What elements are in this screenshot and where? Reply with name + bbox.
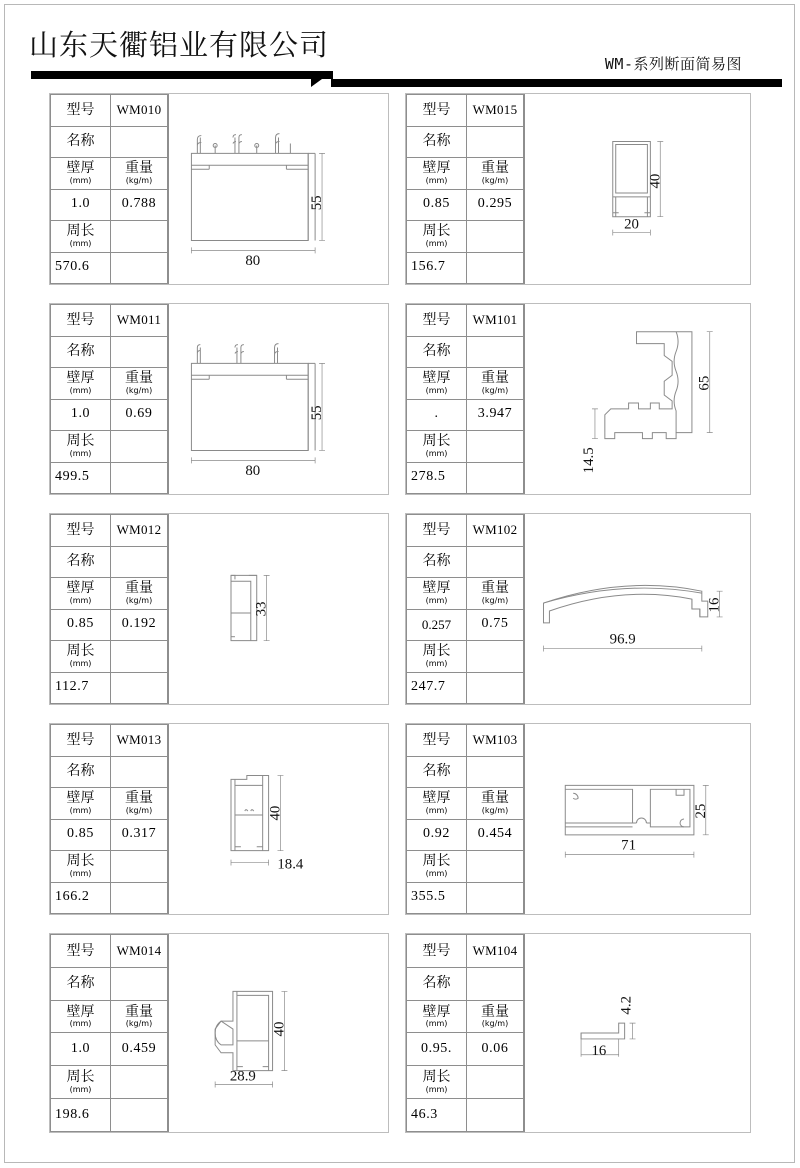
value-weight: 3.947 — [467, 399, 524, 431]
label-thickness: 壁厚 (mm) — [407, 158, 467, 190]
table-row — [51, 399, 168, 431]
profile-card-wm014[interactable] — [49, 933, 389, 1133]
unit-mm: (mm) — [69, 239, 92, 249]
blank-cell — [467, 882, 524, 914]
blank-cell — [111, 431, 168, 463]
unit-mm: (mm) — [425, 1019, 448, 1029]
value-perimeter: 46.3 — [407, 1099, 467, 1132]
series-title: WM-系列断面简易图 — [604, 55, 742, 73]
label-perimeter: 周长 (mm) — [407, 641, 467, 673]
table-row — [51, 95, 168, 127]
dim-height: 65 — [696, 375, 713, 391]
table-row — [407, 431, 524, 463]
spec-table — [406, 304, 524, 494]
drawing-sheet — [4, 4, 795, 1163]
table-row — [51, 189, 168, 221]
dim-width: 71 — [621, 837, 637, 854]
table-row — [51, 336, 168, 368]
unit-mm: (mm) — [425, 806, 448, 816]
value-model: WM013 — [111, 725, 168, 757]
unit-mm: (mm) — [69, 596, 92, 606]
dim-height: 33 — [253, 601, 270, 617]
label-model: 型号 — [407, 935, 467, 968]
table-row — [407, 935, 524, 968]
profile-card-wm103[interactable] — [405, 723, 751, 915]
value-perimeter: 198.6 — [51, 1099, 111, 1132]
label-perimeter: 周长 (mm) — [51, 641, 111, 673]
profile-drawing-wm015 — [524, 94, 750, 284]
unit-kgm: (kg/m) — [481, 176, 509, 186]
table-row — [51, 819, 168, 851]
blank-cell — [467, 252, 524, 284]
value-perimeter: 355.5 — [407, 882, 467, 914]
unit-mm: (mm) — [69, 176, 92, 186]
table-row — [407, 851, 524, 883]
label-perimeter: 周长 (mm) — [51, 851, 111, 883]
value-weight: 0.317 — [111, 819, 168, 851]
table-row — [51, 431, 168, 463]
value-weight: 0.454 — [467, 819, 524, 851]
label-weight: 重量 (kg/m) — [111, 578, 168, 610]
label-name: 名称 — [407, 546, 467, 578]
blank-cell — [111, 1066, 168, 1099]
label-perimeter: 周长 (mm) — [407, 431, 467, 463]
value-thickness: . — [407, 399, 467, 431]
label-model: 型号 — [407, 305, 467, 337]
unit-kgm: (kg/m) — [481, 806, 509, 816]
value-model: WM010 — [111, 95, 168, 127]
label-thickness: 壁厚 (mm) — [407, 788, 467, 820]
table-row — [407, 788, 524, 820]
value-name — [111, 756, 168, 788]
value-weight: 0.295 — [467, 189, 524, 221]
unit-mm: (mm) — [69, 806, 92, 816]
value-thickness: 0.257 — [407, 609, 467, 641]
table-row — [407, 252, 524, 284]
value-model: WM012 — [111, 515, 168, 547]
table-row — [407, 546, 524, 578]
unit-mm: (mm) — [425, 176, 448, 186]
label-weight: 重量 (kg/m) — [467, 788, 524, 820]
label-perimeter: 周长 (mm) — [407, 851, 467, 883]
blank-cell — [111, 882, 168, 914]
label-model: 型号 — [51, 935, 111, 968]
value-model: WM101 — [467, 305, 524, 337]
profile-card-wm010[interactable] — [49, 93, 389, 285]
table-row — [51, 221, 168, 253]
table-row — [51, 935, 168, 968]
label-perimeter: 周长 (mm) — [51, 221, 111, 253]
value-thickness: 0.85 — [51, 819, 111, 851]
label-weight: 重量 (kg/m) — [467, 158, 524, 190]
dim-width: 80 — [245, 253, 261, 270]
label-weight: 重量 (kg/m) — [467, 578, 524, 610]
unit-kgm: (kg/m) — [125, 176, 153, 186]
table-row — [407, 1099, 524, 1132]
spec-table — [50, 724, 168, 914]
blank-cell — [467, 672, 524, 704]
label-perimeter: 周长 (mm) — [407, 221, 467, 253]
profile-drawing-wm014 — [168, 934, 388, 1132]
profile-card-wm101[interactable] — [405, 303, 751, 495]
header-rule-left — [31, 71, 315, 79]
value-name — [111, 336, 168, 368]
label-model: 型号 — [407, 515, 467, 547]
unit-mm: (mm) — [69, 386, 92, 396]
profile-drawing-wm104 — [524, 934, 750, 1132]
value-thickness: 0.85 — [51, 609, 111, 641]
value-perimeter: 278.5 — [407, 462, 467, 494]
table-row — [407, 462, 524, 494]
dim-width: 18.4 — [277, 856, 304, 873]
value-name — [467, 336, 524, 368]
label-name: 名称 — [407, 967, 467, 1000]
spec-table — [50, 514, 168, 704]
table-row — [51, 788, 168, 820]
value-weight: 0.459 — [111, 1033, 168, 1066]
label-thickness: 壁厚 (mm) — [407, 578, 467, 610]
table-row — [51, 252, 168, 284]
label-model: 型号 — [51, 515, 111, 547]
dim-height: 16 — [706, 597, 723, 613]
unit-kgm: (kg/m) — [481, 596, 509, 606]
label-weight: 重量 (kg/m) — [111, 158, 168, 190]
dim-height: 25 — [692, 803, 709, 819]
unit-kgm: (kg/m) — [481, 1019, 509, 1029]
table-row — [51, 725, 168, 757]
company-name: 山东天衢铝业有限公司 — [29, 28, 330, 62]
dim-height: 4.2 — [618, 995, 635, 1015]
label-model: 型号 — [407, 95, 467, 127]
value-thickness: 1.0 — [51, 1033, 111, 1066]
table-row — [51, 609, 168, 641]
profile-drawing-wm010 — [168, 94, 388, 284]
label-thickness: 壁厚 (mm) — [51, 1000, 111, 1033]
blank-cell — [111, 641, 168, 673]
profile-drawing-wm012 — [168, 514, 388, 704]
table-row — [51, 462, 168, 494]
value-weight: 0.06 — [467, 1033, 524, 1066]
label-name: 名称 — [407, 126, 467, 158]
table-row — [51, 1099, 168, 1132]
table-row — [407, 368, 524, 400]
label-thickness: 壁厚 (mm) — [407, 368, 467, 400]
dim-width: 14.5 — [580, 447, 597, 474]
blank-cell — [467, 431, 524, 463]
table-row — [407, 756, 524, 788]
label-perimeter: 周长 (mm) — [51, 431, 111, 463]
table-row — [407, 725, 524, 757]
blank-cell — [467, 851, 524, 883]
spec-table — [50, 304, 168, 494]
label-thickness: 壁厚 (mm) — [51, 788, 111, 820]
profile-drawing-wm102 — [524, 514, 750, 704]
value-thickness: 1.0 — [51, 399, 111, 431]
label-name: 名称 — [407, 336, 467, 368]
value-thickness: 0.95. — [407, 1033, 467, 1066]
unit-kgm: (kg/m) — [125, 596, 153, 606]
value-weight: 0.192 — [111, 609, 168, 641]
profile-card-wm011[interactable] — [49, 303, 389, 495]
table-row — [51, 672, 168, 704]
table-row — [51, 882, 168, 914]
table-row — [51, 305, 168, 337]
table-row — [51, 368, 168, 400]
value-model: WM104 — [467, 935, 524, 968]
unit-mm: (mm) — [425, 1085, 448, 1095]
table-row — [407, 882, 524, 914]
unit-kgm: (kg/m) — [125, 1019, 153, 1029]
table-row — [51, 851, 168, 883]
table-row — [407, 515, 524, 547]
label-thickness: 壁厚 (mm) — [51, 368, 111, 400]
table-row — [51, 1066, 168, 1099]
label-model: 型号 — [407, 725, 467, 757]
table-row — [51, 1000, 168, 1033]
value-model: WM014 — [111, 935, 168, 968]
sheet-header — [5, 5, 794, 89]
unit-mm: (mm) — [69, 449, 92, 459]
table-row — [407, 305, 524, 337]
value-weight: 0.75 — [467, 609, 524, 641]
unit-mm: (mm) — [425, 386, 448, 396]
table-row — [407, 399, 524, 431]
dim-width: 96.9 — [609, 631, 636, 648]
value-perimeter: 570.6 — [51, 252, 111, 284]
unit-mm: (mm) — [69, 1019, 92, 1029]
unit-mm: (mm) — [69, 1085, 92, 1095]
value-model: WM102 — [467, 515, 524, 547]
profile-card-wm013[interactable] — [49, 723, 389, 915]
label-model: 型号 — [51, 305, 111, 337]
blank-cell — [467, 641, 524, 673]
value-name — [467, 967, 524, 1000]
dim-width: 20 — [624, 216, 639, 233]
table-row — [407, 641, 524, 673]
table-row — [407, 158, 524, 190]
table-row — [407, 126, 524, 158]
spec-table — [406, 94, 524, 284]
table-row — [51, 126, 168, 158]
dim-width: 80 — [245, 463, 261, 480]
table-row — [51, 641, 168, 673]
label-name: 名称 — [51, 756, 111, 788]
dim-height: 40 — [271, 1021, 288, 1037]
table-row — [407, 672, 524, 704]
value-perimeter: 247.7 — [407, 672, 467, 704]
value-name — [467, 546, 524, 578]
value-thickness: 0.85 — [407, 189, 467, 221]
blank-cell — [467, 462, 524, 494]
unit-mm: (mm) — [425, 659, 448, 669]
header-rule-step — [311, 71, 333, 87]
table-row — [407, 221, 524, 253]
profile-drawing-wm011 — [168, 304, 388, 494]
label-perimeter: 周长 (mm) — [51, 1066, 111, 1099]
value-model: WM103 — [467, 725, 524, 757]
value-weight: 0.69 — [111, 399, 168, 431]
blank-cell — [111, 1099, 168, 1132]
spec-table — [406, 514, 524, 704]
value-perimeter: 499.5 — [51, 462, 111, 494]
spec-table — [406, 934, 524, 1132]
label-perimeter: 周长 (mm) — [407, 1066, 467, 1099]
table-row — [407, 336, 524, 368]
blank-cell — [467, 221, 524, 253]
table-row — [407, 1066, 524, 1099]
unit-mm: (mm) — [425, 449, 448, 459]
table-row — [51, 1033, 168, 1066]
label-model: 型号 — [51, 95, 111, 127]
value-perimeter: 166.2 — [51, 882, 111, 914]
unit-kgm: (kg/m) — [125, 386, 153, 396]
profile-card-wm102[interactable] — [405, 513, 751, 705]
blank-cell — [111, 221, 168, 253]
table-row — [407, 578, 524, 610]
dim-width: 16 — [591, 1042, 607, 1059]
table-row — [51, 515, 168, 547]
dim-height: 55 — [309, 405, 326, 421]
table-row — [51, 756, 168, 788]
label-name: 名称 — [51, 546, 111, 578]
dim-height: 55 — [309, 195, 326, 211]
table-row — [51, 546, 168, 578]
blank-cell — [467, 1099, 524, 1132]
profile-card-wm012[interactable] — [49, 513, 389, 705]
label-thickness: 壁厚 (mm) — [51, 578, 111, 610]
dim-height: 40 — [267, 805, 284, 821]
value-name — [467, 126, 524, 158]
label-weight: 重量 (kg/m) — [111, 368, 168, 400]
unit-kgm: (kg/m) — [481, 386, 509, 396]
value-model: WM015 — [467, 95, 524, 127]
unit-mm: (mm) — [425, 869, 448, 879]
label-name: 名称 — [51, 967, 111, 1000]
table-row — [407, 1000, 524, 1033]
profile-card-wm015[interactable] — [405, 93, 751, 285]
profile-card-wm104[interactable] — [405, 933, 751, 1133]
value-thickness: 1.0 — [51, 189, 111, 221]
value-name — [111, 126, 168, 158]
value-weight: 0.788 — [111, 189, 168, 221]
label-thickness: 壁厚 (mm) — [51, 158, 111, 190]
blank-cell — [111, 462, 168, 494]
unit-mm: (mm) — [69, 659, 92, 669]
table-row — [407, 189, 524, 221]
label-weight: 重量 (kg/m) — [467, 368, 524, 400]
blank-cell — [467, 1066, 524, 1099]
value-name — [467, 756, 524, 788]
label-weight: 重量 (kg/m) — [111, 1000, 168, 1033]
value-perimeter: 112.7 — [51, 672, 111, 704]
blank-cell — [111, 252, 168, 284]
spec-table — [406, 724, 524, 914]
unit-mm: (mm) — [69, 869, 92, 879]
header-rule-right — [331, 79, 782, 87]
value-name — [111, 546, 168, 578]
table-row — [407, 95, 524, 127]
value-perimeter: 156.7 — [407, 252, 467, 284]
label-thickness: 壁厚 (mm) — [407, 1000, 467, 1033]
profile-drawing-wm101 — [524, 304, 750, 494]
profile-drawing-wm013 — [168, 724, 388, 914]
table-row — [51, 967, 168, 1000]
blank-cell — [111, 851, 168, 883]
table-row — [407, 609, 524, 641]
label-weight: 重量 (kg/m) — [111, 788, 168, 820]
spec-table — [50, 94, 168, 284]
table-row — [407, 1033, 524, 1066]
value-thickness: 0.92 — [407, 819, 467, 851]
profile-drawing-wm103 — [524, 724, 750, 914]
table-row — [51, 158, 168, 190]
label-model: 型号 — [51, 725, 111, 757]
value-model: WM011 — [111, 305, 168, 337]
unit-mm: (mm) — [425, 596, 448, 606]
table-row — [407, 819, 524, 851]
dim-height: 40 — [647, 173, 664, 189]
label-weight: 重量 (kg/m) — [467, 1000, 524, 1033]
table-row — [407, 967, 524, 1000]
spec-table — [50, 934, 168, 1132]
unit-kgm: (kg/m) — [125, 806, 153, 816]
unit-mm: (mm) — [425, 239, 448, 249]
value-name — [111, 967, 168, 1000]
label-name: 名称 — [407, 756, 467, 788]
label-name: 名称 — [51, 336, 111, 368]
blank-cell — [111, 672, 168, 704]
label-name: 名称 — [51, 126, 111, 158]
dim-width: 28.9 — [229, 1068, 256, 1085]
table-row — [51, 578, 168, 610]
